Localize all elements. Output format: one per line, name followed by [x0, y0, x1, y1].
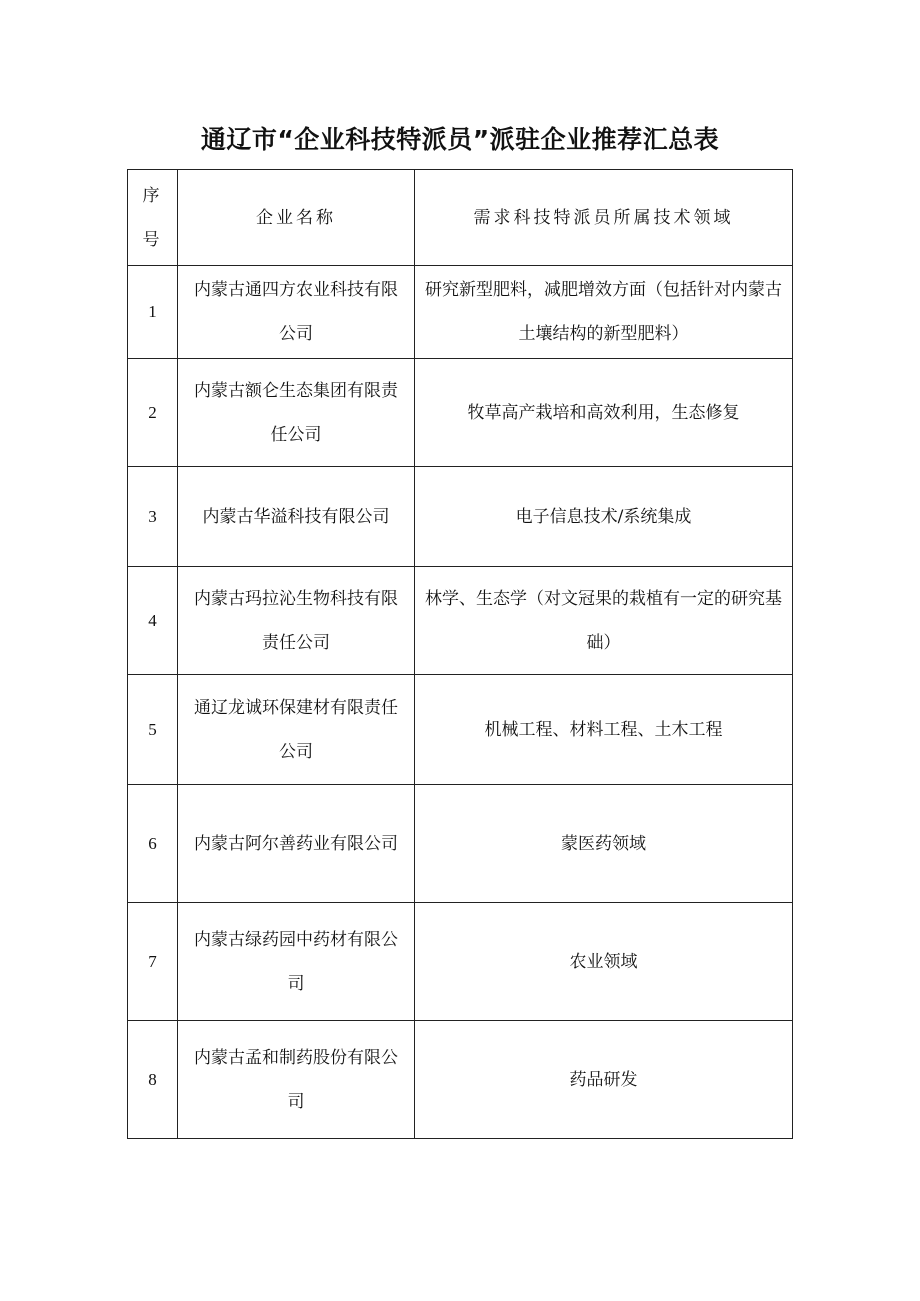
table-row — [128, 785, 793, 903]
company-name: 内蒙古玛拉沁生物科技有限责任公司 — [178, 567, 415, 675]
tech-field: 农业领域 — [415, 903, 793, 1021]
page-title: 通辽市“企业科技特派员”派驻企业推荐汇总表 — [200, 125, 720, 154]
table-header-row — [128, 170, 793, 266]
tech-field: 牧草高产栽培和高效利用，生态修复 — [415, 359, 793, 467]
header-serial-line2: 号 — [142, 229, 163, 250]
recommendation-table — [127, 169, 793, 1139]
company-name: 内蒙古孟和制药股份有限公司 — [178, 1021, 415, 1139]
header-serial-line1: 序 — [142, 185, 163, 206]
row-number: 8 — [128, 1021, 178, 1139]
tech-field: 药品研发 — [415, 1021, 793, 1139]
table-row — [128, 467, 793, 567]
company-name: 通辽龙诚环保建材有限责任公司 — [178, 675, 415, 785]
row-number: 7 — [128, 903, 178, 1021]
company-name: 内蒙古绿药园中药材有限公司 — [178, 903, 415, 1021]
table-row — [128, 266, 793, 359]
table-row — [128, 567, 793, 675]
company-name: 内蒙古通四方农业科技有限公司 — [178, 266, 415, 359]
row-number: 2 — [128, 359, 178, 467]
row-number: 6 — [128, 785, 178, 903]
row-number: 5 — [128, 675, 178, 785]
table-row — [128, 675, 793, 785]
tech-field: 电子信息技术/系统集成 — [415, 467, 793, 567]
tech-field: 机械工程、材料工程、土木工程 — [415, 675, 793, 785]
tech-field: 林学、生态学（对文冠果的栽植有一定的研究基础） — [415, 567, 793, 675]
company-name: 内蒙古额仑生态集团有限责任公司 — [178, 359, 415, 467]
tech-field: 研究新型肥料，减肥增效方面（包括针对内蒙古土壤结构的新型肥料） — [415, 266, 793, 359]
row-number: 1 — [128, 266, 178, 359]
company-name: 内蒙古华溢科技有限公司 — [178, 467, 415, 567]
row-number: 4 — [128, 567, 178, 675]
table-row — [128, 903, 793, 1021]
row-number: 3 — [128, 467, 178, 567]
header-company-name: 企业名称 — [178, 170, 415, 266]
header-tech-field: 需求科技特派员所属技术领域 — [415, 170, 793, 266]
table-row — [128, 1021, 793, 1139]
tech-field: 蒙医药领域 — [415, 785, 793, 903]
table-row — [128, 359, 793, 467]
header-serial-number — [128, 170, 178, 266]
company-name: 内蒙古阿尔善药业有限公司 — [178, 785, 415, 903]
